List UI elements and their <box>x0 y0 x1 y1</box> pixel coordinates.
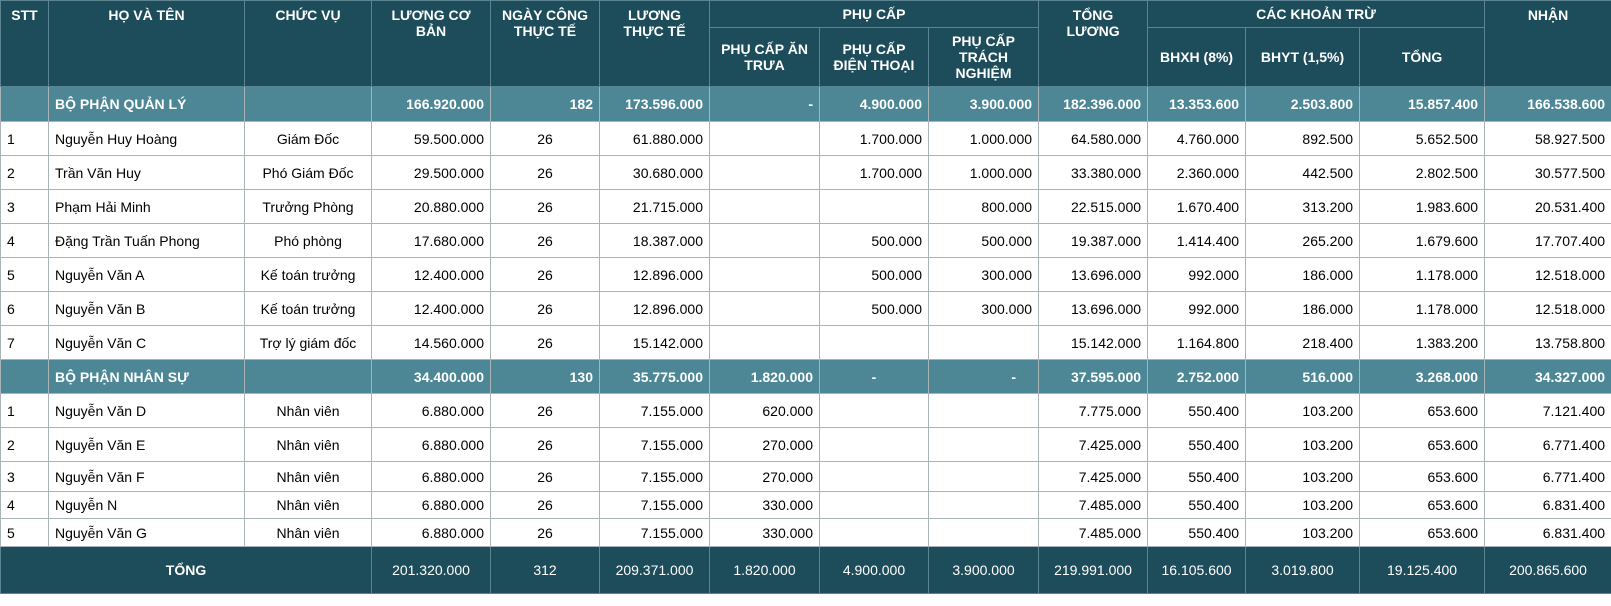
cell-allowance-phone: 500.000 <box>820 292 929 326</box>
cell-deduction-total: 653.600 <box>1360 519 1485 547</box>
cell-name: Trần Văn Huy <box>49 156 245 190</box>
group-stt <box>1 87 49 122</box>
cell-base-salary: 59.500.000 <box>372 122 491 156</box>
cell-bhyt: 103.200 <box>1246 428 1360 462</box>
group-base-salary: 166.920.000 <box>372 87 491 122</box>
cell-actual-salary: 21.715.000 <box>600 190 710 224</box>
cell-position: Phó Giám Đốc <box>245 156 372 190</box>
group-row <box>1 87 1611 122</box>
cell-deduction-total: 653.600 <box>1360 394 1485 428</box>
table-row <box>1 492 1611 519</box>
group-deduction-total: 15.857.400 <box>1360 87 1485 122</box>
cell-net: 58.927.500 <box>1485 122 1611 156</box>
cell-allowance-lunch <box>710 292 820 326</box>
cell-allowance-responsibility: 1.000.000 <box>929 122 1039 156</box>
cell-position: Nhân viên <box>245 462 372 492</box>
table-row <box>1 326 1611 360</box>
table-row <box>1 156 1611 190</box>
header-allowance-group[interactable]: PHỤ CẤP <box>710 1 1039 28</box>
cell-name: Nguyễn Văn A <box>49 258 245 292</box>
cell-bhyt: 103.200 <box>1246 519 1360 547</box>
cell-allowance-responsibility: 300.000 <box>929 258 1039 292</box>
header-actual-salary[interactable]: LƯƠNG THỰC TẾ <box>600 1 710 87</box>
cell-name: Nguyễn Văn F <box>49 462 245 492</box>
cell-total-salary: 64.580.000 <box>1039 122 1148 156</box>
cell-actual-salary: 30.680.000 <box>600 156 710 190</box>
cell-allowance-lunch <box>710 190 820 224</box>
cell-net: 20.531.400 <box>1485 190 1611 224</box>
cell-bhyt: 103.200 <box>1246 394 1360 428</box>
cell-total-salary: 7.485.000 <box>1039 492 1148 519</box>
cell-allowance-phone <box>820 428 929 462</box>
cell-bhxh: 550.400 <box>1148 394 1246 428</box>
cell-allowance-phone: 500.000 <box>820 224 929 258</box>
cell-allowance-lunch <box>710 326 820 360</box>
header-deductions-group[interactable]: CÁC KHOẢN TRỪ <box>1148 1 1485 28</box>
cell-position: Trợ lý giám đốc <box>245 326 372 360</box>
cell-net: 6.771.400 <box>1485 462 1611 492</box>
cell-base-salary: 12.400.000 <box>372 292 491 326</box>
group-bhxh: 2.752.000 <box>1148 360 1246 394</box>
cell-deduction-total: 653.600 <box>1360 492 1485 519</box>
cell-stt: 2 <box>1 428 49 462</box>
table-row <box>1 428 1611 462</box>
cell-net: 6.831.400 <box>1485 519 1611 547</box>
cell-base-salary: 6.880.000 <box>372 428 491 462</box>
cell-work-days: 26 <box>491 492 600 519</box>
cell-deduction-total: 653.600 <box>1360 428 1485 462</box>
cell-total-salary: 13.696.000 <box>1039 292 1148 326</box>
group-allowance-phone: 4.900.000 <box>820 87 929 122</box>
header-total-salary[interactable]: TỔNG LƯƠNG <box>1039 1 1148 87</box>
cell-stt: 1 <box>1 122 49 156</box>
cell-total-salary: 15.142.000 <box>1039 326 1148 360</box>
group-total-salary: 37.595.000 <box>1039 360 1148 394</box>
cell-base-salary: 6.880.000 <box>372 462 491 492</box>
total-base-salary: 201.320.000 <box>372 547 491 594</box>
cell-allowance-phone <box>820 492 929 519</box>
cell-bhxh: 992.000 <box>1148 258 1246 292</box>
cell-work-days: 26 <box>491 326 600 360</box>
cell-bhxh: 1.414.400 <box>1148 224 1246 258</box>
group-net: 34.327.000 <box>1485 360 1611 394</box>
cell-work-days: 26 <box>491 122 600 156</box>
cell-net: 12.518.000 <box>1485 258 1611 292</box>
cell-stt: 3 <box>1 462 49 492</box>
header-stt[interactable]: STT <box>1 1 49 87</box>
cell-allowance-phone: 500.000 <box>820 258 929 292</box>
header-bhyt[interactable]: BHYT (1,5%) <box>1246 28 1360 87</box>
cell-actual-salary: 12.896.000 <box>600 292 710 326</box>
cell-position: Kế toán trưởng <box>245 292 372 326</box>
group-allowance-phone: - <box>820 360 929 394</box>
cell-work-days: 26 <box>491 292 600 326</box>
cell-base-salary: 6.880.000 <box>372 394 491 428</box>
cell-allowance-lunch <box>710 258 820 292</box>
cell-bhxh: 550.400 <box>1148 519 1246 547</box>
total-allowance-lunch: 1.820.000 <box>710 547 820 594</box>
cell-position: Nhân viên <box>245 519 372 547</box>
header-allowance-phone[interactable]: PHỤ CẤP ĐIỆN THOẠI <box>820 28 929 87</box>
cell-position: Nhân viên <box>245 492 372 519</box>
cell-deduction-total: 5.652.500 <box>1360 122 1485 156</box>
cell-bhyt: 186.000 <box>1246 258 1360 292</box>
cell-actual-salary: 7.155.000 <box>600 519 710 547</box>
table-body <box>1 87 1611 594</box>
cell-work-days: 26 <box>491 462 600 492</box>
cell-name: Nguyễn Văn E <box>49 428 245 462</box>
cell-name: Nguyễn N <box>49 492 245 519</box>
total-actual-salary: 209.371.000 <box>600 547 710 594</box>
cell-name: Nguyễn Huy Hoàng <box>49 122 245 156</box>
cell-deduction-total: 1.178.000 <box>1360 292 1485 326</box>
cell-allowance-lunch: 270.000 <box>710 462 820 492</box>
cell-actual-salary: 12.896.000 <box>600 258 710 292</box>
cell-stt: 1 <box>1 394 49 428</box>
cell-stt: 4 <box>1 492 49 519</box>
group-row <box>1 360 1611 394</box>
cell-work-days: 26 <box>491 224 600 258</box>
cell-net: 6.771.400 <box>1485 428 1611 462</box>
cell-name: Đặng Trần Tuấn Phong <box>49 224 245 258</box>
cell-actual-salary: 7.155.000 <box>600 462 710 492</box>
cell-total-salary: 7.775.000 <box>1039 394 1148 428</box>
cell-base-salary: 12.400.000 <box>372 258 491 292</box>
cell-allowance-lunch <box>710 156 820 190</box>
cell-position: Nhân viên <box>245 394 372 428</box>
cell-bhyt: 103.200 <box>1246 462 1360 492</box>
cell-work-days: 26 <box>491 190 600 224</box>
cell-position: Phó phòng <box>245 224 372 258</box>
cell-name: Nguyễn Văn C <box>49 326 245 360</box>
cell-position: Giám Đốc <box>245 122 372 156</box>
cell-bhyt: 313.200 <box>1246 190 1360 224</box>
group-stt <box>1 360 49 394</box>
cell-allowance-lunch: 330.000 <box>710 519 820 547</box>
table-row <box>1 519 1611 547</box>
table-row <box>1 190 1611 224</box>
cell-bhyt: 186.000 <box>1246 292 1360 326</box>
group-bhxh: 13.353.600 <box>1148 87 1246 122</box>
cell-base-salary: 29.500.000 <box>372 156 491 190</box>
cell-allowance-phone <box>820 190 929 224</box>
cell-actual-salary: 15.142.000 <box>600 326 710 360</box>
table-header <box>1 1 1611 87</box>
cell-deduction-total: 1.383.200 <box>1360 326 1485 360</box>
table-row <box>1 394 1611 428</box>
cell-position: Nhân viên <box>245 428 372 462</box>
total-label: TỔNG <box>1 547 372 594</box>
cell-allowance-phone <box>820 326 929 360</box>
cell-allowance-phone <box>820 462 929 492</box>
cell-total-salary: 7.425.000 <box>1039 462 1148 492</box>
cell-actual-salary: 7.155.000 <box>600 394 710 428</box>
cell-base-salary: 14.560.000 <box>372 326 491 360</box>
total-bhxh: 16.105.600 <box>1148 547 1246 594</box>
total-net: 200.865.600 <box>1485 547 1611 594</box>
header-deduction-total[interactable]: TỔNG <box>1360 28 1485 87</box>
cell-stt: 5 <box>1 519 49 547</box>
cell-allowance-responsibility: 300.000 <box>929 292 1039 326</box>
total-bhyt: 3.019.800 <box>1246 547 1360 594</box>
cell-base-salary: 6.880.000 <box>372 519 491 547</box>
cell-name: Nguyễn Văn G <box>49 519 245 547</box>
cell-allowance-responsibility <box>929 519 1039 547</box>
cell-base-salary: 6.880.000 <box>372 492 491 519</box>
group-position <box>245 87 372 122</box>
cell-allowance-phone <box>820 394 929 428</box>
group-net: 166.538.600 <box>1485 87 1611 122</box>
group-actual-salary: 173.596.000 <box>600 87 710 122</box>
cell-work-days: 26 <box>491 258 600 292</box>
table-row <box>1 462 1611 492</box>
cell-total-salary: 19.387.000 <box>1039 224 1148 258</box>
cell-net: 30.577.500 <box>1485 156 1611 190</box>
cell-allowance-responsibility: 500.000 <box>929 224 1039 258</box>
group-position <box>245 360 372 394</box>
table-row <box>1 122 1611 156</box>
cell-total-salary: 13.696.000 <box>1039 258 1148 292</box>
group-bhyt: 2.503.800 <box>1246 87 1360 122</box>
group-allowance-responsibility: 3.900.000 <box>929 87 1039 122</box>
cell-allowance-phone: 1.700.000 <box>820 122 929 156</box>
cell-allowance-lunch <box>710 224 820 258</box>
cell-allowance-responsibility <box>929 428 1039 462</box>
cell-total-salary: 33.380.000 <box>1039 156 1148 190</box>
total-allowance-responsibility: 3.900.000 <box>929 547 1039 594</box>
cell-actual-salary: 7.155.000 <box>600 428 710 462</box>
cell-stt: 4 <box>1 224 49 258</box>
cell-stt: 2 <box>1 156 49 190</box>
cell-position: Kế toán trưởng <box>245 258 372 292</box>
cell-allowance-phone <box>820 519 929 547</box>
cell-work-days: 26 <box>491 394 600 428</box>
header-work-days[interactable]: NGÀY CÔNG THỰC TẾ <box>491 1 600 87</box>
header-position[interactable]: CHỨC VỤ <box>245 1 372 87</box>
cell-deduction-total: 1.178.000 <box>1360 258 1485 292</box>
cell-actual-salary: 7.155.000 <box>600 492 710 519</box>
header-net[interactable]: NHẬN <box>1485 1 1611 87</box>
cell-allowance-responsibility <box>929 326 1039 360</box>
cell-actual-salary: 18.387.000 <box>600 224 710 258</box>
header-allowance-responsibility[interactable]: PHỤ CẤP TRÁCH NGHIỆM <box>929 28 1039 87</box>
cell-work-days: 26 <box>491 428 600 462</box>
cell-base-salary: 20.880.000 <box>372 190 491 224</box>
cell-stt: 7 <box>1 326 49 360</box>
group-actual-salary: 35.775.000 <box>600 360 710 394</box>
cell-total-salary: 22.515.000 <box>1039 190 1148 224</box>
total-work-days: 312 <box>491 547 600 594</box>
cell-deduction-total: 653.600 <box>1360 462 1485 492</box>
cell-allowance-responsibility <box>929 394 1039 428</box>
total-allowance-phone: 4.900.000 <box>820 547 929 594</box>
group-label: BỘ PHẬN NHÂN SỰ <box>49 360 245 394</box>
cell-bhyt: 265.200 <box>1246 224 1360 258</box>
header-bhxh[interactable]: BHXH (8%) <box>1148 28 1246 87</box>
cell-deduction-total: 2.802.500 <box>1360 156 1485 190</box>
cell-bhxh: 2.360.000 <box>1148 156 1246 190</box>
group-allowance-responsibility: - <box>929 360 1039 394</box>
header-base-salary[interactable]: LƯƠNG CƠ BẢN <box>372 1 491 87</box>
group-deduction-total: 3.268.000 <box>1360 360 1485 394</box>
cell-allowance-responsibility <box>929 492 1039 519</box>
cell-allowance-lunch: 270.000 <box>710 428 820 462</box>
total-total-salary: 219.991.000 <box>1039 547 1148 594</box>
cell-bhxh: 4.760.000 <box>1148 122 1246 156</box>
group-work-days: 182 <box>491 87 600 122</box>
cell-stt: 6 <box>1 292 49 326</box>
cell-net: 7.121.400 <box>1485 394 1611 428</box>
group-allowance-lunch: 1.820.000 <box>710 360 820 394</box>
cell-allowance-lunch <box>710 122 820 156</box>
group-allowance-lunch: - <box>710 87 820 122</box>
cell-allowance-lunch: 330.000 <box>710 492 820 519</box>
cell-total-salary: 7.425.000 <box>1039 428 1148 462</box>
total-deduction-total: 19.125.400 <box>1360 547 1485 594</box>
cell-allowance-lunch: 620.000 <box>710 394 820 428</box>
cell-deduction-total: 1.679.600 <box>1360 224 1485 258</box>
cell-net: 6.831.400 <box>1485 492 1611 519</box>
cell-bhxh: 550.400 <box>1148 428 1246 462</box>
total-row <box>1 547 1611 594</box>
group-label: BỘ PHẬN QUẢN LÝ <box>49 87 245 122</box>
cell-work-days: 26 <box>491 519 600 547</box>
cell-allowance-phone: 1.700.000 <box>820 156 929 190</box>
header-allowance-lunch[interactable]: PHỤ CẤP ĂN TRƯA <box>710 28 820 87</box>
cell-stt: 3 <box>1 190 49 224</box>
cell-bhyt: 218.400 <box>1246 326 1360 360</box>
group-work-days: 130 <box>491 360 600 394</box>
cell-bhxh: 550.400 <box>1148 462 1246 492</box>
cell-bhyt: 892.500 <box>1246 122 1360 156</box>
cell-bhxh: 1.670.400 <box>1148 190 1246 224</box>
cell-net: 17.707.400 <box>1485 224 1611 258</box>
cell-allowance-responsibility: 1.000.000 <box>929 156 1039 190</box>
cell-position: Trưởng Phòng <box>245 190 372 224</box>
cell-net: 13.758.800 <box>1485 326 1611 360</box>
cell-bhyt: 442.500 <box>1246 156 1360 190</box>
cell-net: 12.518.000 <box>1485 292 1611 326</box>
cell-allowance-responsibility <box>929 462 1039 492</box>
group-base-salary: 34.400.000 <box>372 360 491 394</box>
cell-allowance-responsibility: 800.000 <box>929 190 1039 224</box>
cell-deduction-total: 1.983.600 <box>1360 190 1485 224</box>
cell-bhxh: 550.400 <box>1148 492 1246 519</box>
table-row <box>1 258 1611 292</box>
cell-work-days: 26 <box>491 156 600 190</box>
table-row <box>1 292 1611 326</box>
cell-bhxh: 1.164.800 <box>1148 326 1246 360</box>
cell-actual-salary: 61.880.000 <box>600 122 710 156</box>
cell-name: Nguyễn Văn B <box>49 292 245 326</box>
group-total-salary: 182.396.000 <box>1039 87 1148 122</box>
table-row <box>1 224 1611 258</box>
header-name[interactable]: HỌ VÀ TÊN <box>49 1 245 87</box>
cell-total-salary: 7.485.000 <box>1039 519 1148 547</box>
cell-bhxh: 992.000 <box>1148 292 1246 326</box>
cell-base-salary: 17.680.000 <box>372 224 491 258</box>
cell-bhyt: 103.200 <box>1246 492 1360 519</box>
cell-name: Nguyễn Văn D <box>49 394 245 428</box>
cell-name: Phạm Hải Minh <box>49 190 245 224</box>
cell-stt: 5 <box>1 258 49 292</box>
group-bhyt: 516.000 <box>1246 360 1360 394</box>
